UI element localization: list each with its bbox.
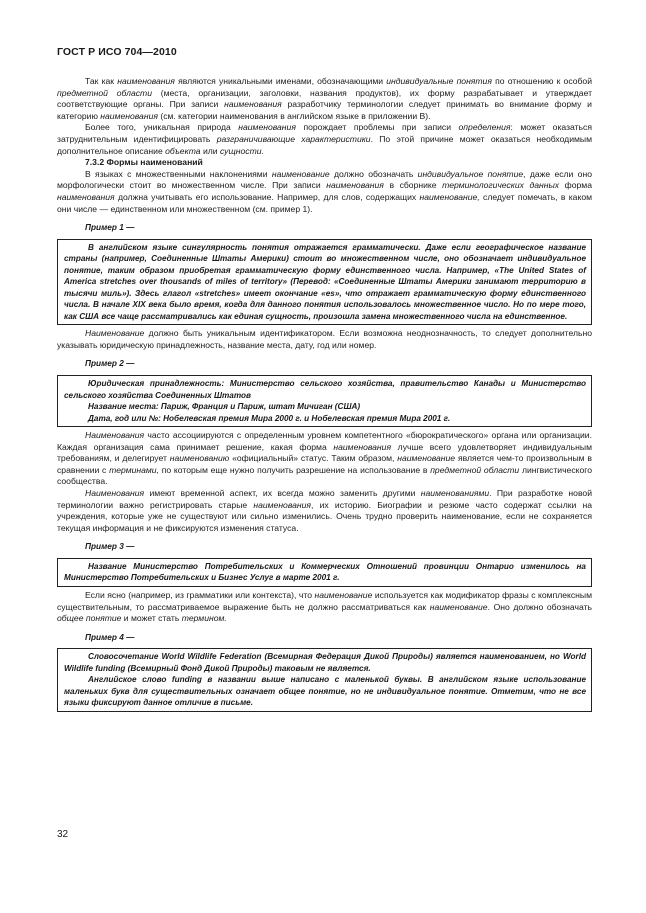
italic-term: наименования	[333, 441, 392, 452]
example-label: Пример 3 —	[85, 541, 135, 552]
italic-term: предметной области	[57, 87, 152, 98]
example-line: Словосочетание World Wildlife Federation (Всемирная Федерация Дикой Природы) является наименованием, но World Wildlife funding (Всемирный Фонд Дикой Природы) таковым не является.	[64, 652, 586, 673]
italic-term: наименования	[326, 180, 384, 191]
italic-term: терминами,	[109, 464, 159, 475]
italic-term: наименованиями	[420, 487, 490, 498]
italic-term: наименования	[224, 99, 282, 110]
italic-term: наименование	[314, 589, 373, 600]
example-box	[57, 375, 592, 427]
example-text: В английском языке сингулярность понятия отражается грамматически. Даже если географическое название страны (например, Соединенные Штаты Америки) стоит во множественном числе, оно обозначает индивидуальное понятие, таким образом приобретая грамматическую форму единственного числа. Например, «The United States of America stretches over thousands of miles of territory» (Перевод: «Соединенные Штаты Америки занимают территорию в тысячи миль»). Здесь глагол «stretches» имеет окончание «es», что отражает грамматическую форму единственного числа. В начале XIX века было время, когда для данного понятия использовалось множественное число. Но по мере того, как США все чаще рассматривались как единая сущность, произошла замена множественного числа на единственное.	[64, 242, 586, 321]
italic-term: наименованию	[169, 453, 230, 464]
paragraph: В языках с множественными наклонениями наименование должно обозначать индивидуальное понятие, даже если оно морфологически стоит во множественном числе. При записи наименования в сборнике терминологических данных форма наименования должна учитывать его использование. Например, для слов, содержащих наименование, следует помечать, в каком они числе — единственном или множественном (см. пример 1).	[57, 168, 593, 214]
italic-term: предметной области	[430, 464, 520, 475]
italic-term: индивидуальные понятия	[386, 76, 492, 86]
italic-term: определения	[458, 122, 511, 133]
italic-term: объекта	[165, 145, 201, 156]
paragraph: Более того, уникальная природа наименования порождает проблемы при записи определения: может оказаться затруднительным идентифицировать разграничивающие характеристики. По этой причине может оказаться необходимым дополнительное описание объекта или сущности.	[57, 122, 592, 156]
italic-term: наименования	[117, 76, 175, 86]
paragraph: Если ясно (например, из грамматики или контекста), что наименование используется как модификатор фразы с комплексным существительным, то рассматриваемое выражение быть не должно рассматриваться как наименование. Оно должно обозначать общее понятие и может стать термином.	[57, 589, 593, 624]
italic-term: Наименования	[85, 487, 145, 498]
page-header: ГОСТ Р ИСО 704—2010	[57, 46, 177, 58]
italic-term: наименование,	[419, 191, 480, 202]
italic-term: Наименование	[85, 328, 145, 339]
italic-term: общее понятие	[57, 613, 122, 624]
example-line: Юридическая принадлежность: Министерство сельского хозяйства, правительство Канады и Министерство сельского хозяйства Соединенных Штатов	[64, 379, 586, 400]
example-box	[57, 558, 592, 587]
italic-term: Наименования	[85, 430, 145, 440]
example-label: Пример 4 —	[85, 631, 135, 642]
example-box	[57, 648, 592, 712]
example-label: Пример 2 —	[85, 358, 135, 369]
italic-term: наименования	[100, 110, 158, 121]
italic-term: наименования	[253, 499, 312, 510]
italic-term: индивидуальное понятие	[417, 168, 524, 179]
italic-term: наименование	[271, 168, 330, 179]
example-line: Название места: Париж, Франция и Париж, штат Мичиган (США)	[88, 402, 361, 411]
italic-term: сущности	[219, 145, 262, 156]
example-box	[57, 239, 592, 326]
paragraph: Наименование должно быть уникальным идентификатором. Если возможна неоднозначность, то следует дополнительно указывать юридическую принадлежность, название места, дату, год или номер.	[57, 328, 592, 350]
italic-term: терминологических данных	[442, 180, 560, 191]
italic-term: наименования	[238, 122, 296, 133]
italic-term: наименования	[57, 191, 115, 202]
paragraph: Так как наименования являются уникальными именами, обозначающими индивидуальные понятия по отношению к особой предметной области (места, организации, заголовки, названия продуктов), их форму разрабатывает и утверждает соответствующие органы. При записи наименования разработчику терминологии следует принимать во внимание форму и категорию наименования (см. категории наименования в английском языке в приложении В).	[57, 76, 592, 121]
document-body	[57, 76, 592, 712]
italic-term: термином.	[181, 613, 227, 624]
section-heading: 7.3.2 Формы наименований	[85, 157, 203, 168]
paragraph: Наименования имеют временной аспект, их всегда можно заменить другими наименованиями. При разработке новой терминологии важно регистрировать старые наименования, их историю. Биографии и резюме часто содержат ссылки на учреждения, которые уже не существуют или сильно изменились. Очень трудно проверить наименование, если не сохраняется текущая информация и не фиксируются изменения статуса.	[57, 487, 592, 533]
italic-term: наименование	[397, 453, 456, 464]
paragraph: Наименования часто ассоциируются с определенным уровнем компетентного «бюрократического» органа или организации. Каждая организация сама принимает решение, какая форма наименования лучше всего удовлетворяет индивидуальным требованиям, и делегирует наименованию «официальный» статус. Таким образом, наименование является чем-то произвольным в сравнении с терминами, по которым еще нужно получить разрешение на использование в предметной области лингвистического сообщества.	[57, 430, 592, 487]
example-line: Дата, год или №: Нобелевская премия Мира 2000 г. и Нобелевская премия Мира 2001 г.	[88, 413, 451, 423]
example-line: Английское слово funding в названии выше написано с маленькой буквы. В английском языке использование маленьких букв для существительных означает общее понятие, но не индивидуальное понятие. Отметим, что не все языки фиксируют данное отличие в письме.	[64, 675, 586, 708]
italic-term: разграничивающие характеристики	[216, 133, 371, 144]
page-number: 32	[57, 829, 69, 840]
example-text: Название Министерство Потребительских и Коммерческих Отношений провинции Онтарио изменилось на Министерство Потребительских и Бизнес Услуг в марте 2001 г.	[64, 561, 586, 583]
italic-term: наименование	[429, 601, 488, 612]
example-label: Пример 1 —	[85, 222, 135, 233]
